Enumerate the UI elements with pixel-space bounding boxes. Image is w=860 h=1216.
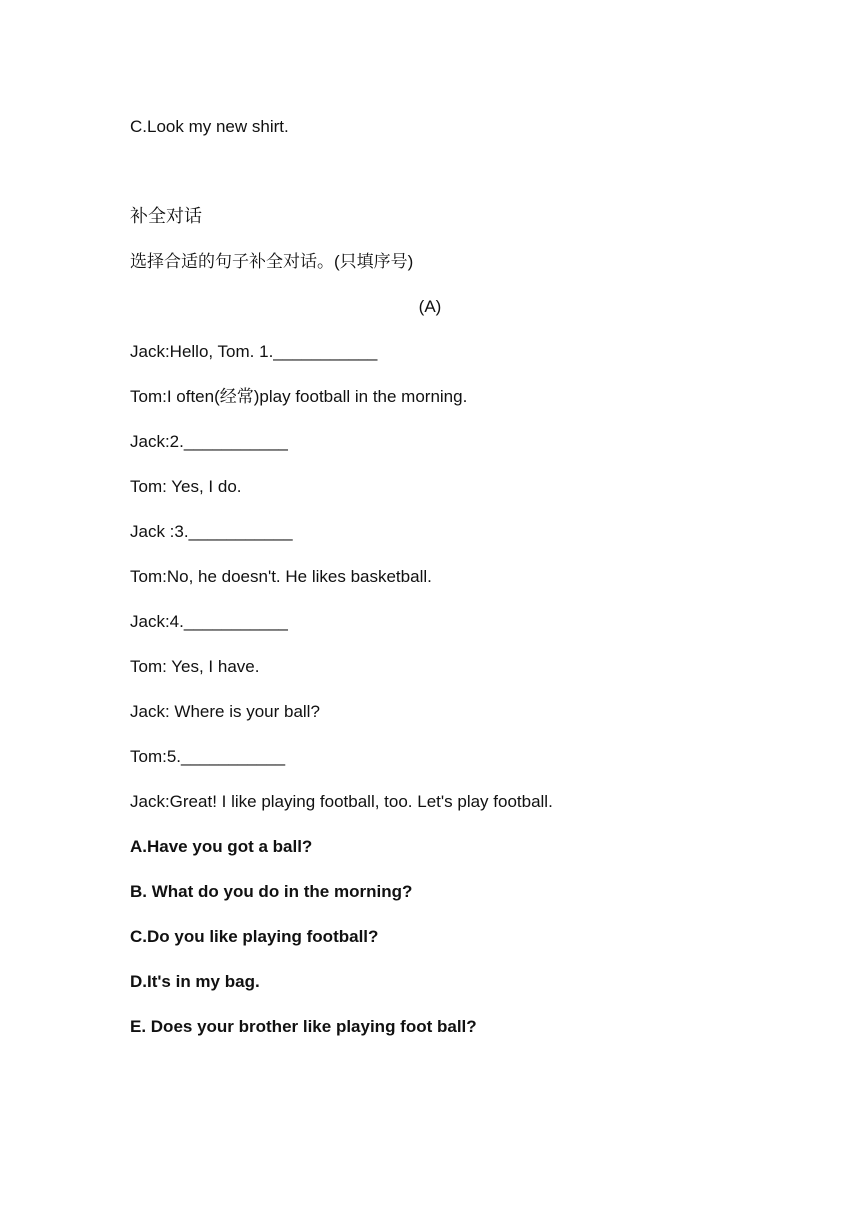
answer-option: A.Have you got a ball? — [130, 837, 313, 856]
answer-option: B. What do you do in the morning? — [130, 882, 413, 901]
dialogue-line: Jack:Great! I like playing football, too. Let's play football. — [130, 792, 553, 811]
dialogue-line: Tom:I often(经常)play football in the morning. — [130, 387, 468, 406]
answer-option: E. Does your brother like playing foot ball? — [130, 1017, 477, 1036]
dialogue-line: Jack:4.___________ — [130, 612, 288, 631]
section-title: 补全对话 — [130, 206, 202, 226]
dialogue-line: Tom:No, he doesn't. He likes basketball. — [130, 567, 432, 586]
dialogue-line: Tom:5.___________ — [130, 747, 286, 766]
instruction: 选择合适的句子补全对话。(只填序号) — [130, 252, 414, 271]
dialogue-line: Tom: Yes, I have. — [130, 657, 260, 676]
dialogue-line: Jack:2.___________ — [130, 432, 288, 451]
dialogue-line: Jack: Where is your ball? — [130, 702, 320, 721]
previous-option-c: C.Look my new shirt. — [130, 117, 289, 136]
answer-option: C.Do you like playing football? — [130, 927, 379, 946]
part-label: (A) — [418, 297, 442, 316]
dialogue-line: Jack :3.___________ — [130, 522, 293, 541]
dialogue-line: Jack:Hello, Tom. 1.___________ — [130, 342, 378, 361]
answer-option: D.It's in my bag. — [130, 972, 260, 991]
dialogue-line: Tom: Yes, I do. — [130, 477, 242, 496]
